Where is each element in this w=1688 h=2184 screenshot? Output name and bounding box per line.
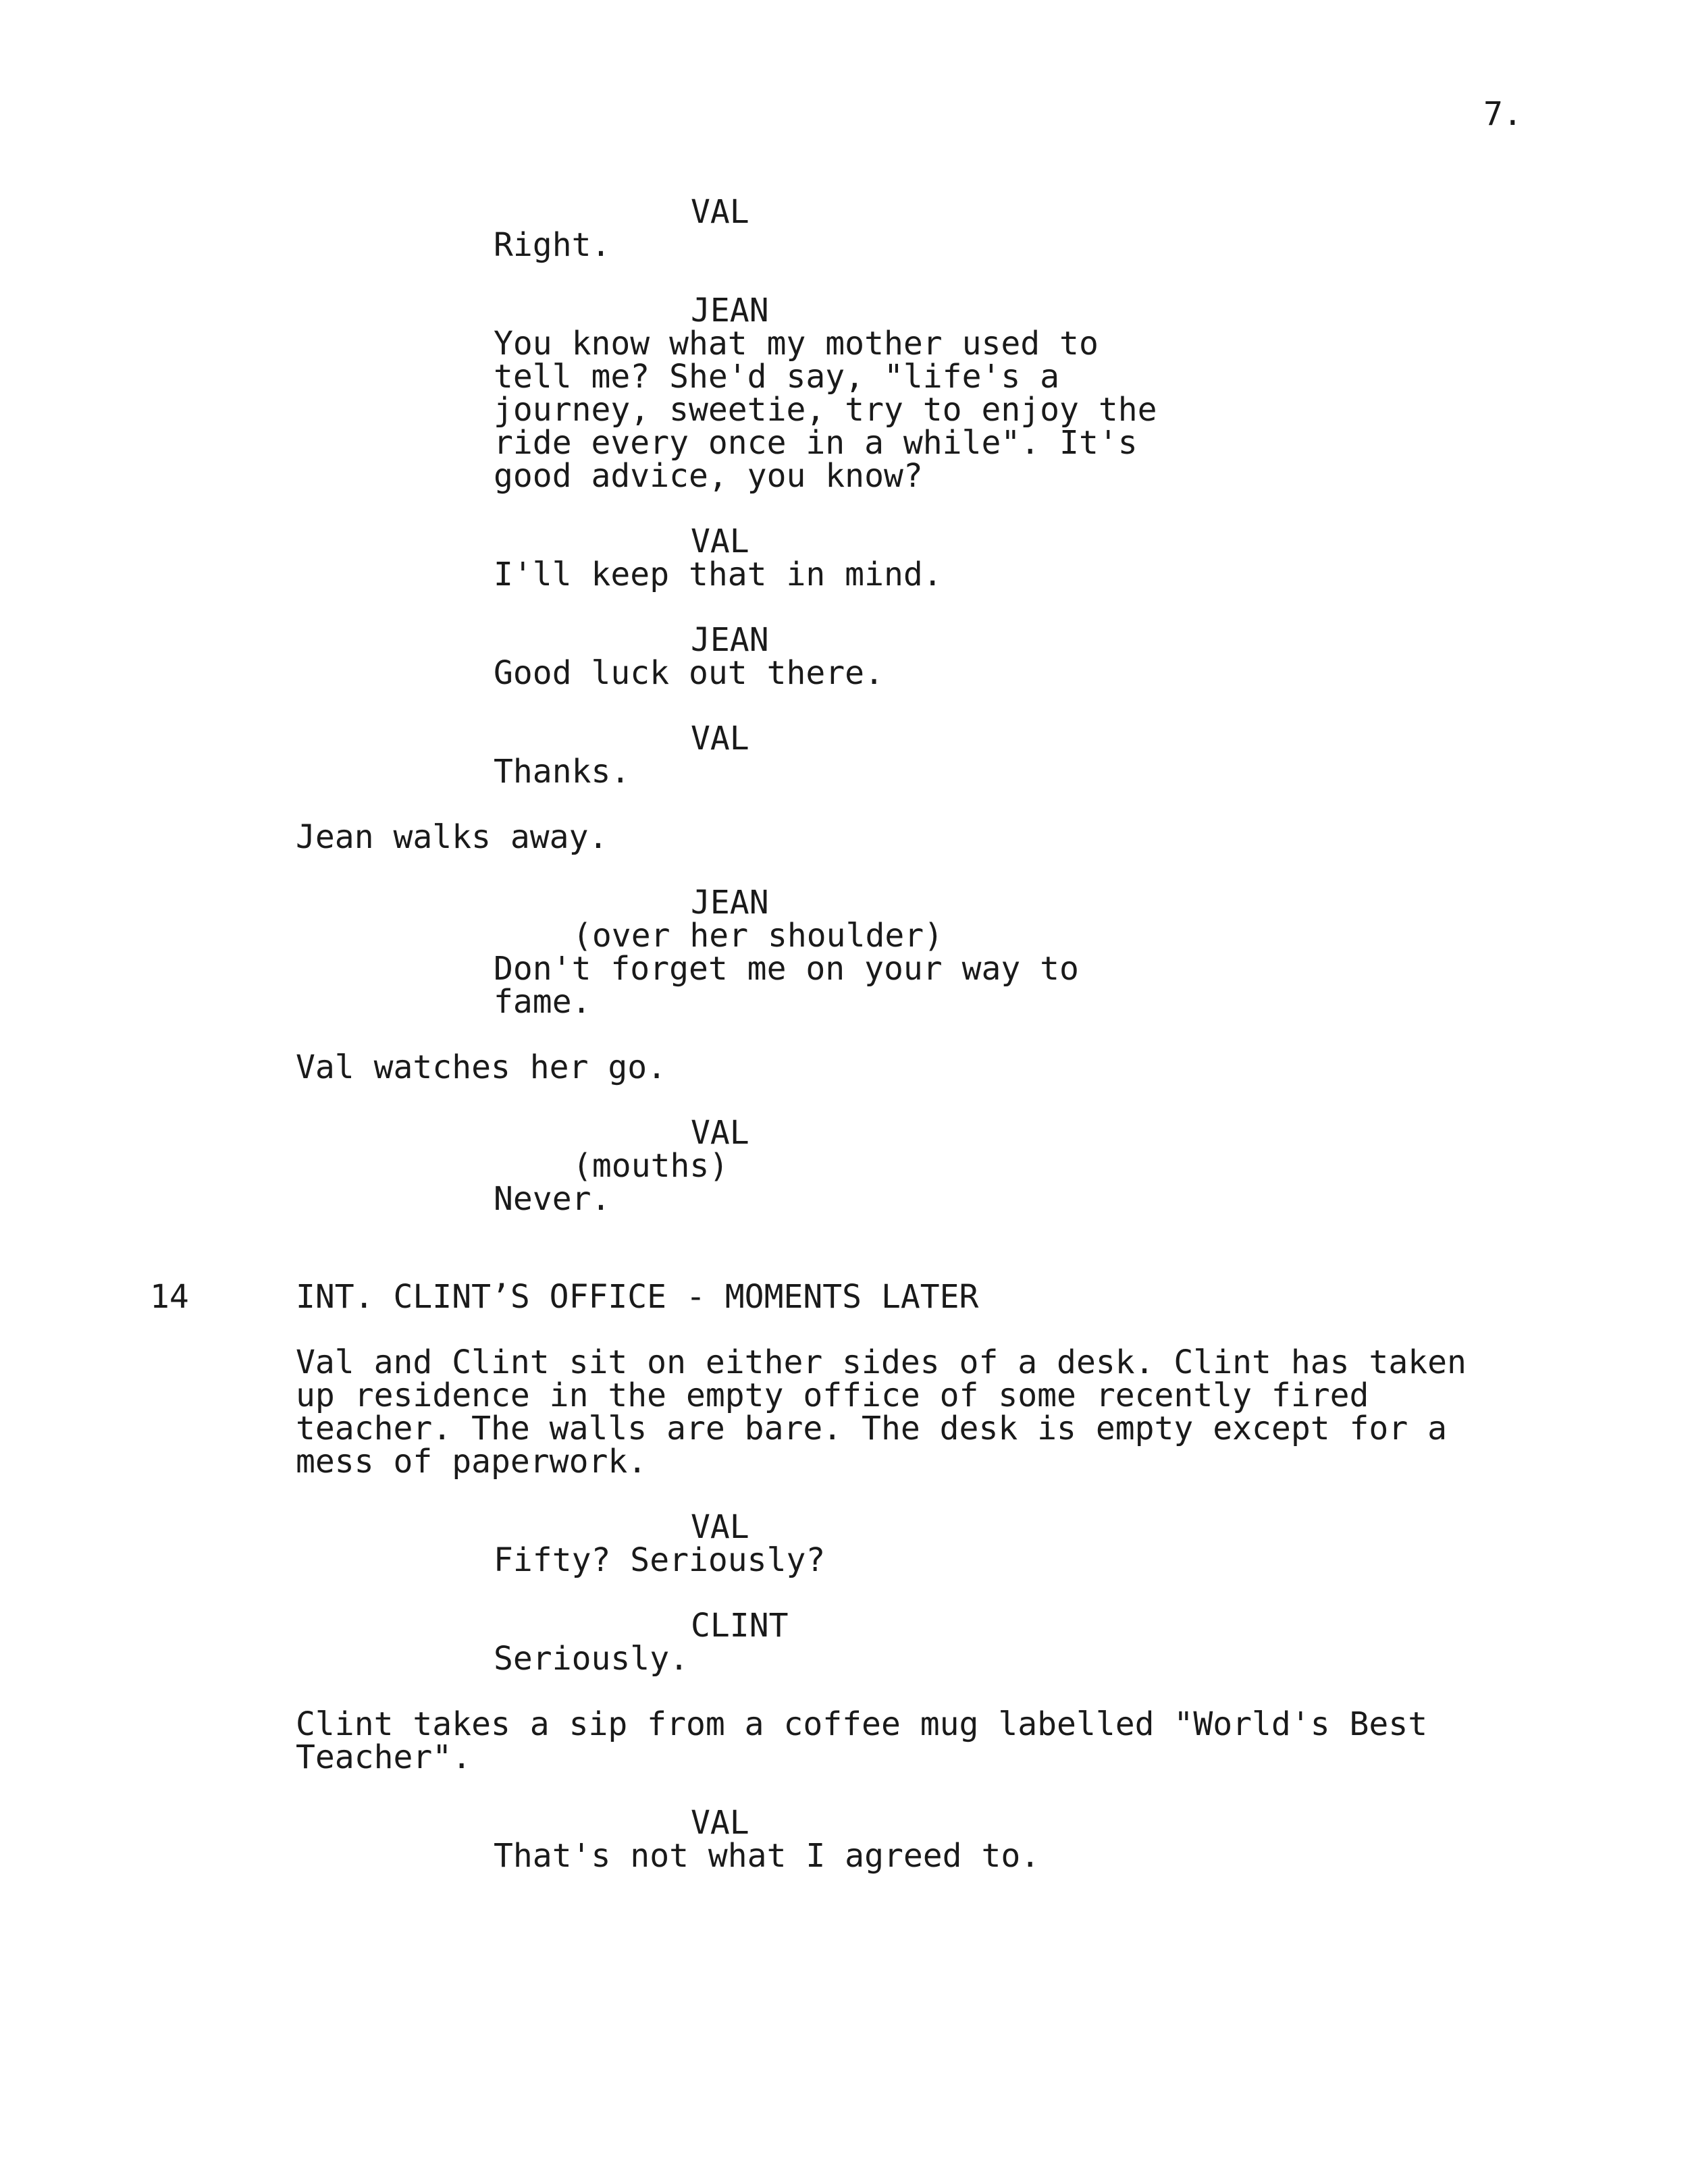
action-line: up residence in the empty office of some recently fired — [296, 1377, 1369, 1414]
dialogue-line: Thanks. — [494, 753, 631, 791]
dialogue-line: Right. — [494, 226, 611, 264]
action-line: mess of paperwork. — [296, 1443, 648, 1481]
dialogue-line: Good luck out there. — [494, 654, 884, 692]
action-line: Val and Clint sit on either sides of a desk. Clint has taken — [296, 1343, 1467, 1381]
dialogue-line: That's not what I agreed to. — [494, 1837, 1040, 1875]
dialogue-line: Fifty? Seriously? — [494, 1541, 826, 1579]
scene-number: 14 — [150, 1278, 189, 1316]
character-name: JEAN — [691, 884, 769, 922]
action-line: Clint takes a sip from a coffee mug labelled "World's Best — [296, 1705, 1428, 1743]
parenthetical: (mouths) — [573, 1147, 729, 1185]
parenthetical: (over her shoulder) — [573, 917, 944, 955]
dialogue-line: Never. — [494, 1180, 611, 1218]
dialogue-line: good advice, you know? — [494, 457, 923, 495]
character-name: VAL — [691, 193, 749, 231]
dialogue-line: tell me? She'd say, "life's a — [494, 358, 1060, 396]
character-name: VAL — [691, 1508, 749, 1546]
dialogue-line: ride every once in a while". It's — [494, 424, 1138, 462]
action-line: Val watches her go. — [296, 1048, 667, 1086]
dialogue-line: I'll keep that in mind. — [494, 556, 943, 593]
dialogue-line: Seriously. — [494, 1640, 689, 1678]
character-name: VAL — [691, 523, 749, 560]
dialogue-line: journey, sweetie, try to enjoy the — [494, 391, 1157, 429]
dialogue-line: fame. — [494, 983, 591, 1021]
action-line: Teacher". — [296, 1738, 472, 1776]
character-name: CLINT — [691, 1607, 789, 1645]
character-name: VAL — [691, 720, 749, 757]
action-line: teacher. The walls are bare. The desk is empty except for a — [296, 1410, 1448, 1447]
character-name: JEAN — [691, 292, 769, 329]
character-name: VAL — [691, 1114, 749, 1152]
character-name: JEAN — [691, 621, 769, 659]
dialogue-line: Don't forget me on your way to — [494, 950, 1079, 988]
scene-heading: INT. CLINT’S OFFICE - MOMENTS LATER — [296, 1278, 979, 1316]
page-number: 7. — [1483, 95, 1523, 133]
dialogue-line: You know what my mother used to — [494, 325, 1099, 363]
action-line: Jean walks away. — [296, 818, 608, 856]
character-name: VAL — [691, 1804, 749, 1842]
